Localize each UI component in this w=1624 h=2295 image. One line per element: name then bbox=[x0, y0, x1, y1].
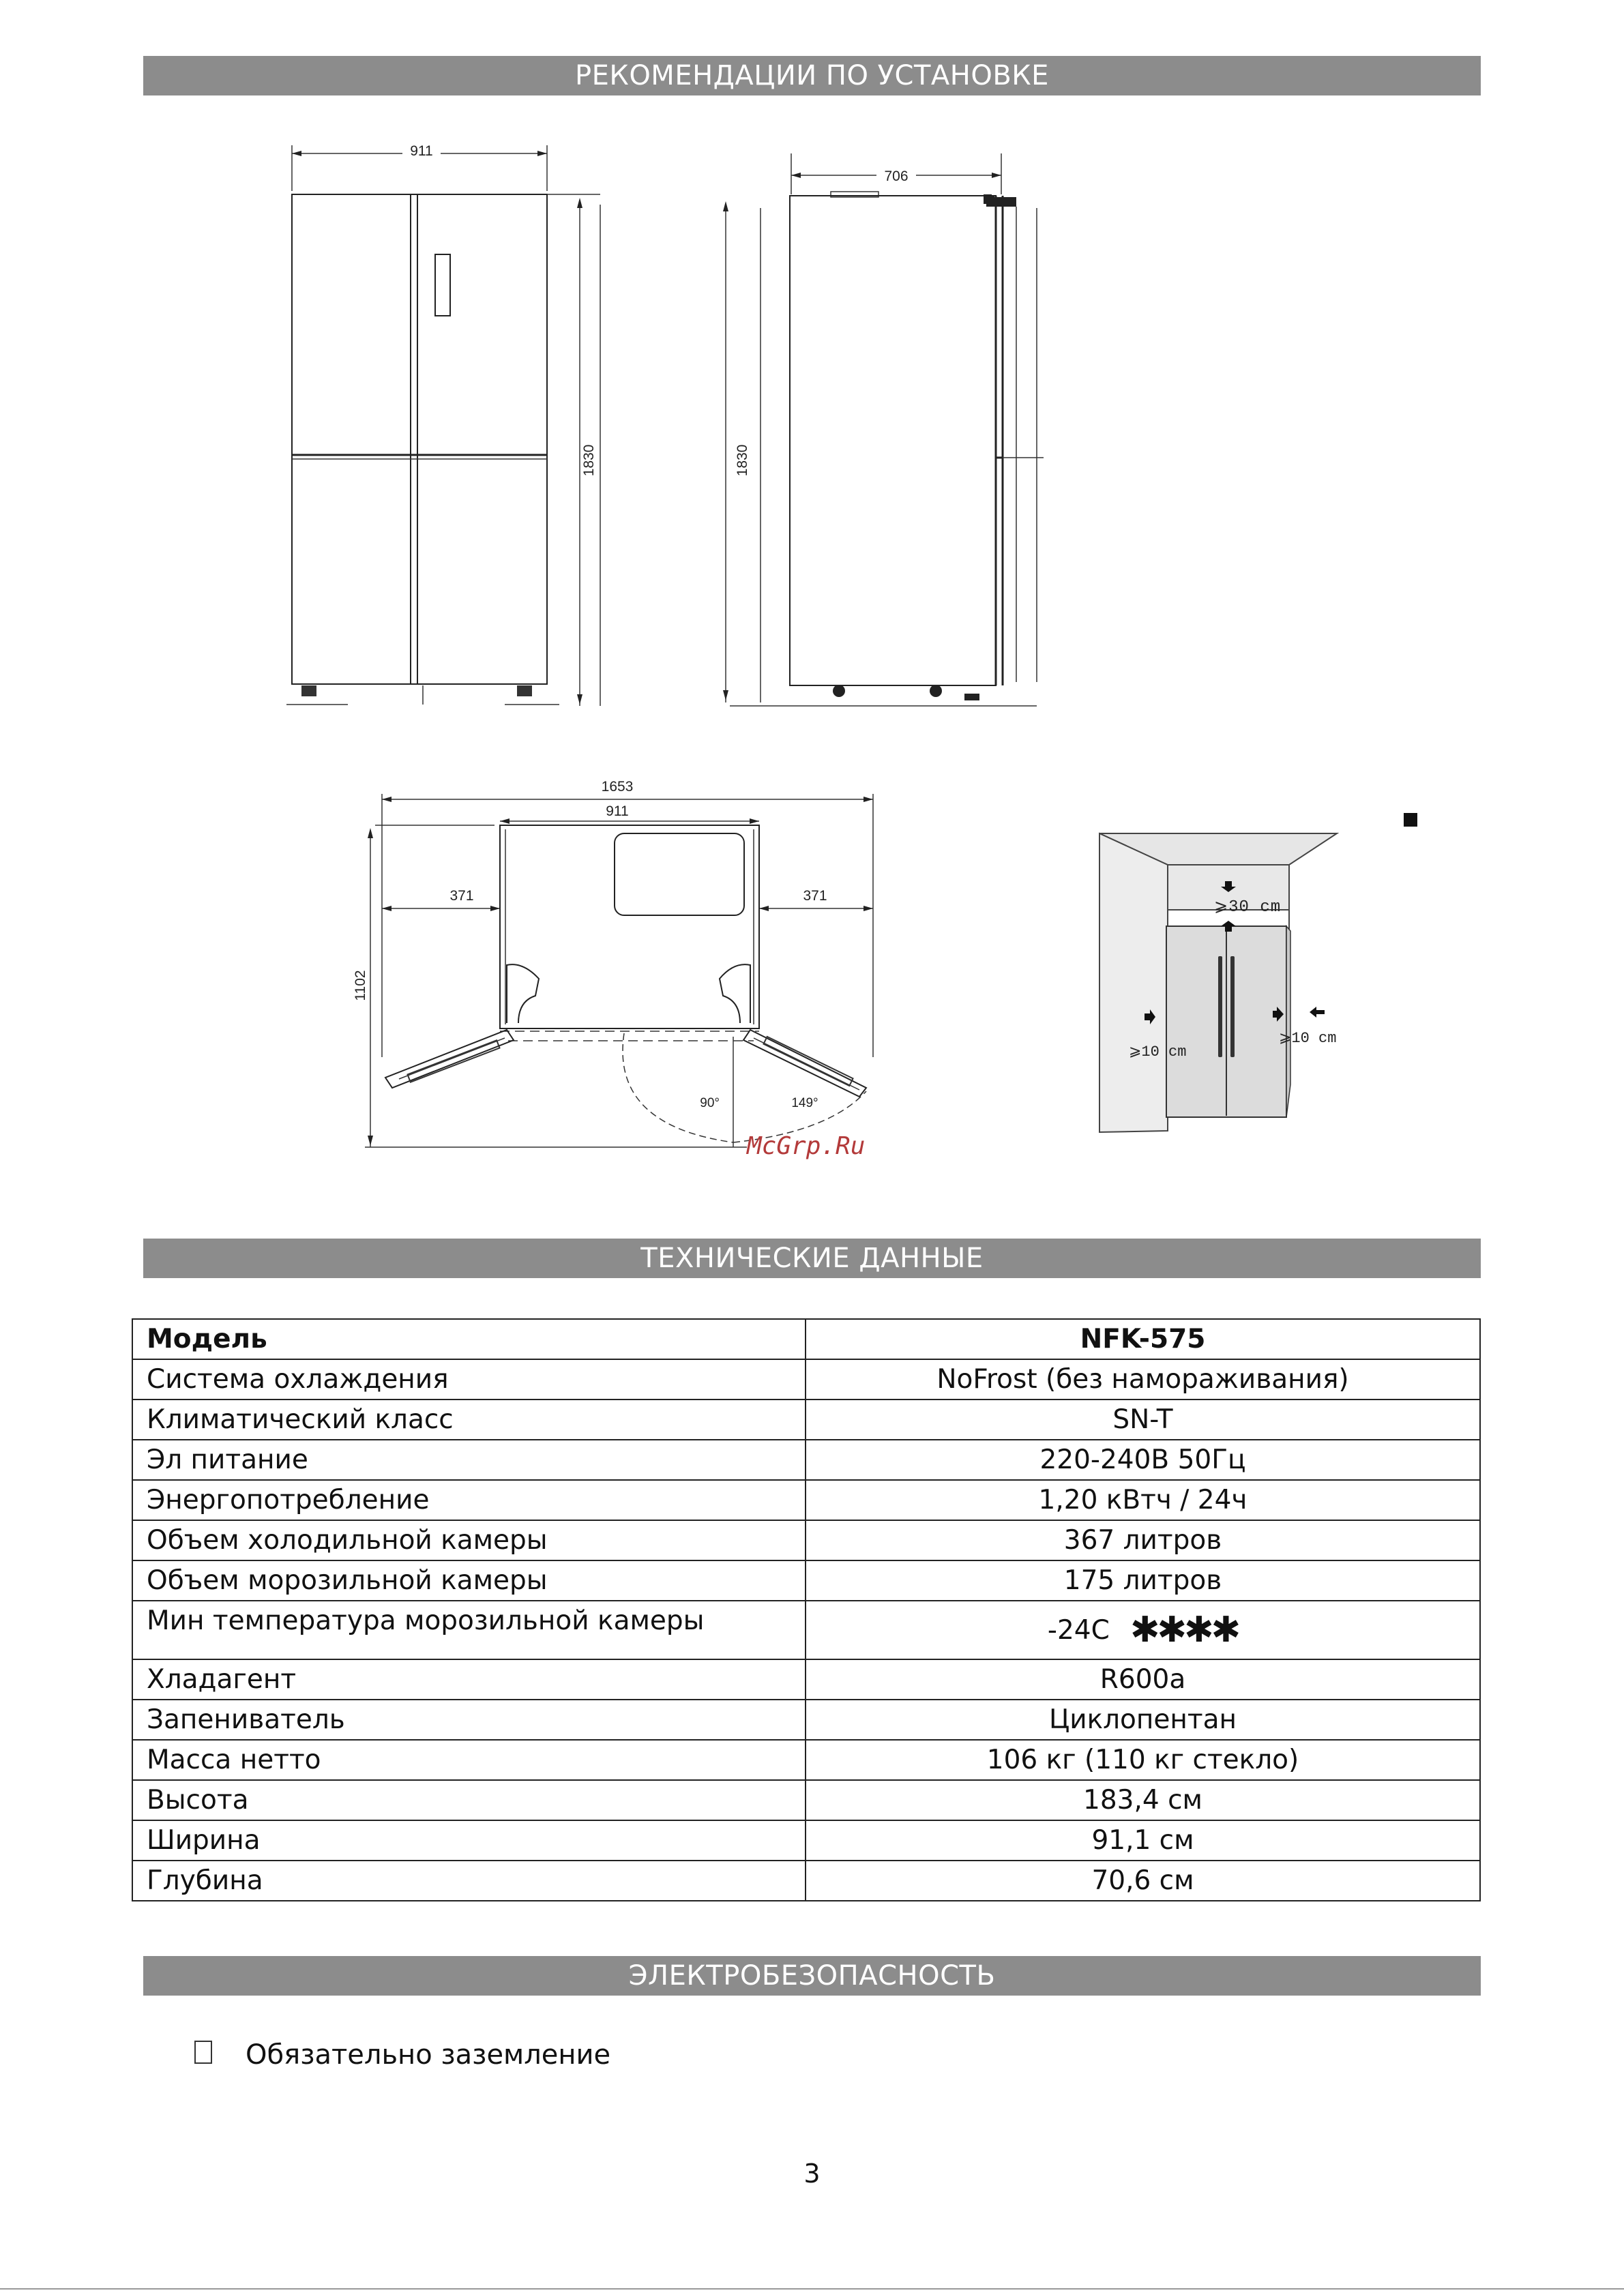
table-row bbox=[132, 1820, 1480, 1861]
table-row bbox=[132, 1440, 1480, 1480]
table-row bbox=[132, 1659, 1480, 1700]
spec-label: Модель bbox=[132, 1319, 806, 1359]
side-height-label: 1830 bbox=[735, 444, 750, 477]
clearance-drawing bbox=[1091, 805, 1473, 1146]
section-header-tech: ТЕХНИЧЕСКИЕ ДАННЫЕ bbox=[143, 1239, 1481, 1278]
page-number: 3 bbox=[803, 2159, 821, 2189]
table-row bbox=[132, 1740, 1480, 1780]
front-width-label: 911 bbox=[410, 143, 433, 159]
min-temp-value: -24С bbox=[1047, 1615, 1110, 1646]
top-left-gap-label: 371 bbox=[449, 888, 474, 904]
top-view-drawing bbox=[351, 771, 897, 1166]
spec-value: 106 кг (110 кг стекло) bbox=[806, 1740, 1480, 1780]
clearance-right-label: ⩾10 cm bbox=[1279, 1030, 1337, 1047]
spec-value: 183,4 см bbox=[806, 1780, 1480, 1820]
top-body-width-label: 911 bbox=[606, 803, 629, 819]
side-depth-label: 706 bbox=[884, 168, 909, 184]
top-depth-label: 1102 bbox=[353, 970, 368, 1001]
spec-label: Энергопотребление bbox=[132, 1480, 806, 1520]
spec-label: Эл питание bbox=[132, 1440, 806, 1480]
spec-value bbox=[806, 1601, 1480, 1659]
section-header-install: РЕКОМЕНДАЦИИ ПО УСТАНОВКЕ bbox=[143, 56, 1481, 95]
spec-value: 220-240В 50Гц bbox=[806, 1440, 1480, 1480]
table-row bbox=[132, 1319, 1480, 1359]
spec-label: Высота bbox=[132, 1780, 806, 1820]
spec-value: 70,6 см bbox=[806, 1861, 1480, 1901]
table-row bbox=[132, 1780, 1480, 1820]
section-header-safety: ЭЛЕКТРОБЕЗОПАСНОСТЬ bbox=[143, 1956, 1481, 1996]
top-right-gap-label: 371 bbox=[803, 888, 827, 904]
clearance-top-label: ⩾30 cm bbox=[1214, 898, 1282, 917]
side-view-drawing bbox=[716, 147, 1084, 720]
spec-label: Хладагент bbox=[132, 1659, 806, 1700]
spec-value: R600a bbox=[806, 1659, 1480, 1700]
table-row bbox=[132, 1400, 1480, 1440]
spec-value: NoFrost (без намораживания) bbox=[806, 1359, 1480, 1400]
table-row bbox=[132, 1601, 1480, 1659]
watermark: McGrp.Ru bbox=[747, 1132, 866, 1160]
footer-divider bbox=[0, 2288, 1624, 2290]
spec-label: Ширина bbox=[132, 1820, 806, 1861]
spec-label: Объем морозильной камеры bbox=[132, 1560, 806, 1601]
bullet-icon bbox=[194, 2041, 212, 2064]
spec-value: 91,1 см bbox=[806, 1820, 1480, 1861]
table-row bbox=[132, 1359, 1480, 1400]
spec-value: 367 литров bbox=[806, 1520, 1480, 1560]
front-view-drawing bbox=[273, 133, 628, 720]
spec-label: Объем холодильной камеры bbox=[132, 1520, 806, 1560]
top-total-width-label: 1653 bbox=[601, 779, 634, 795]
spec-label: Мин температура морозильной камеры bbox=[132, 1601, 806, 1659]
spec-value: Циклопентан bbox=[806, 1700, 1480, 1740]
table-row bbox=[132, 1560, 1480, 1601]
spec-table bbox=[132, 1318, 1481, 1901]
spec-value: 1,20 кВтч / 24ч bbox=[806, 1480, 1480, 1520]
spec-label: Система охлаждения bbox=[132, 1359, 806, 1400]
freezer-stars-icon: ✱✱✱✱ bbox=[1130, 1610, 1239, 1650]
table-row bbox=[132, 1480, 1480, 1520]
spec-label: Запениватель bbox=[132, 1700, 806, 1740]
spec-value: SN-T bbox=[806, 1400, 1480, 1440]
spec-label: Климатический класс bbox=[132, 1400, 806, 1440]
clearance-left-label: ⩾10 cm bbox=[1129, 1043, 1187, 1061]
spec-value: NFK-575 bbox=[806, 1319, 1480, 1359]
front-height-label: 1830 bbox=[581, 444, 597, 477]
table-row bbox=[132, 1700, 1480, 1740]
safety-item: Обязательно заземление bbox=[246, 2039, 611, 2071]
spec-label: Масса нетто bbox=[132, 1740, 806, 1780]
spec-value: 175 литров bbox=[806, 1560, 1480, 1601]
top-angle-left: 90° bbox=[700, 1096, 720, 1110]
table-row bbox=[132, 1520, 1480, 1560]
table-row bbox=[132, 1861, 1480, 1901]
top-angle-right: 149° bbox=[791, 1096, 818, 1110]
spec-label: Глубина bbox=[132, 1861, 806, 1901]
